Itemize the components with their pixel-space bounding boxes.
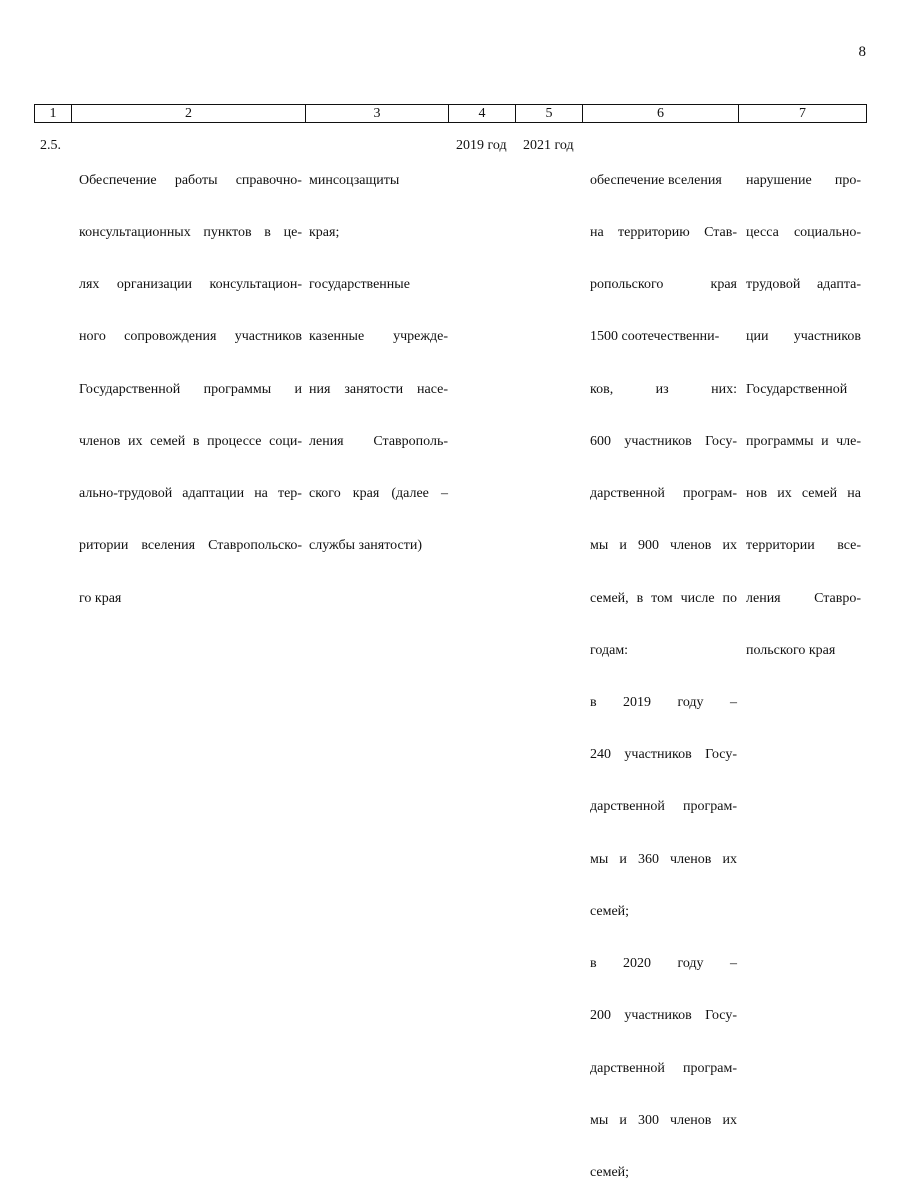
column-number-2: 2 bbox=[72, 105, 306, 123]
column-number-header-row bbox=[34, 104, 867, 123]
column-number-7: 7 bbox=[739, 105, 867, 123]
text-line: ного сопровождения участников bbox=[79, 329, 302, 345]
expected-result-cell bbox=[590, 137, 737, 1199]
text-line: обеспечение вселения bbox=[590, 172, 722, 188]
end-year-cell: 2021 год bbox=[523, 138, 574, 153]
text-line: консультационных пунктов в це- bbox=[79, 225, 302, 241]
text-line: ропольского края bbox=[590, 277, 737, 293]
text-line: го края bbox=[79, 590, 122, 606]
text-line: Обеспечение работы справочно- bbox=[79, 172, 302, 188]
text-line: казенные учрежде- bbox=[309, 329, 448, 345]
text-line: дарственной програм- bbox=[590, 486, 737, 502]
text-line: дарственной програм- bbox=[590, 799, 737, 815]
activity-description-cell bbox=[79, 137, 302, 624]
text-line: семей; bbox=[590, 903, 630, 919]
text-line: годам: bbox=[590, 642, 629, 658]
text-line: 600 участников Госу- bbox=[590, 433, 737, 449]
text-line: на территорию Став- bbox=[590, 225, 737, 241]
text-line: ков, из них: bbox=[590, 381, 737, 397]
text-line: дарственной програм- bbox=[590, 1060, 737, 1076]
text-line: мы и 300 членов их bbox=[590, 1112, 737, 1128]
text-line: ления Ставрополь- bbox=[309, 433, 448, 449]
text-line: семей, в том числе по bbox=[590, 590, 737, 606]
text-line: в 2020 году – bbox=[590, 956, 737, 972]
text-line: трудовой адапта- bbox=[746, 277, 861, 293]
text-line: польского края bbox=[746, 642, 836, 658]
text-line: государственные bbox=[309, 277, 410, 293]
text-line: ского края (далее – bbox=[309, 486, 448, 502]
text-line: семей; bbox=[590, 1164, 630, 1180]
text-line: нов их семей на bbox=[746, 486, 861, 502]
start-year-cell: 2019 год bbox=[456, 138, 507, 153]
column-number-3: 3 bbox=[306, 105, 449, 123]
text-line: службы занятости) bbox=[309, 538, 422, 554]
column-number-6: 6 bbox=[583, 105, 739, 123]
text-line: 200 участников Госу- bbox=[590, 1008, 737, 1024]
text-line: территории все- bbox=[746, 538, 861, 554]
text-line: программы и чле- bbox=[746, 433, 861, 449]
text-line: ния занятости насе- bbox=[309, 381, 448, 397]
page-number: 8 bbox=[858, 44, 866, 60]
responsible-executor-cell bbox=[309, 137, 448, 572]
column-number-1: 1 bbox=[35, 105, 72, 123]
text-line: Государственной программы и bbox=[79, 381, 302, 397]
text-line: ции участников bbox=[746, 329, 861, 345]
text-line: ления Ставро- bbox=[746, 590, 861, 606]
text-line: ритории вселения Ставропольско- bbox=[79, 538, 302, 554]
text-line: минсоцзащиты bbox=[309, 172, 400, 188]
column-number-4: 4 bbox=[449, 105, 516, 123]
text-line: края; bbox=[309, 225, 340, 241]
text-line: лях организации консультацион- bbox=[79, 277, 302, 293]
row-number: 2.5. bbox=[40, 138, 61, 153]
text-line: мы и 900 членов их bbox=[590, 538, 737, 554]
text-line: в 2019 году – bbox=[590, 695, 737, 710]
text-line: ально-трудовой адаптации на тер- bbox=[79, 486, 302, 502]
text-line: 1500 соотечественни- bbox=[590, 329, 720, 345]
text-line: мы и 360 членов их bbox=[590, 851, 737, 867]
text-line: цесса социально- bbox=[746, 225, 861, 241]
text-line: нарушение про- bbox=[746, 172, 861, 188]
column-number-5: 5 bbox=[516, 105, 583, 123]
text-line: Государственной bbox=[746, 381, 848, 397]
text-line: 240 участников Госу- bbox=[590, 747, 737, 763]
risk-cell bbox=[746, 137, 861, 677]
text-line: членов их семей в процессе соци- bbox=[79, 433, 302, 449]
